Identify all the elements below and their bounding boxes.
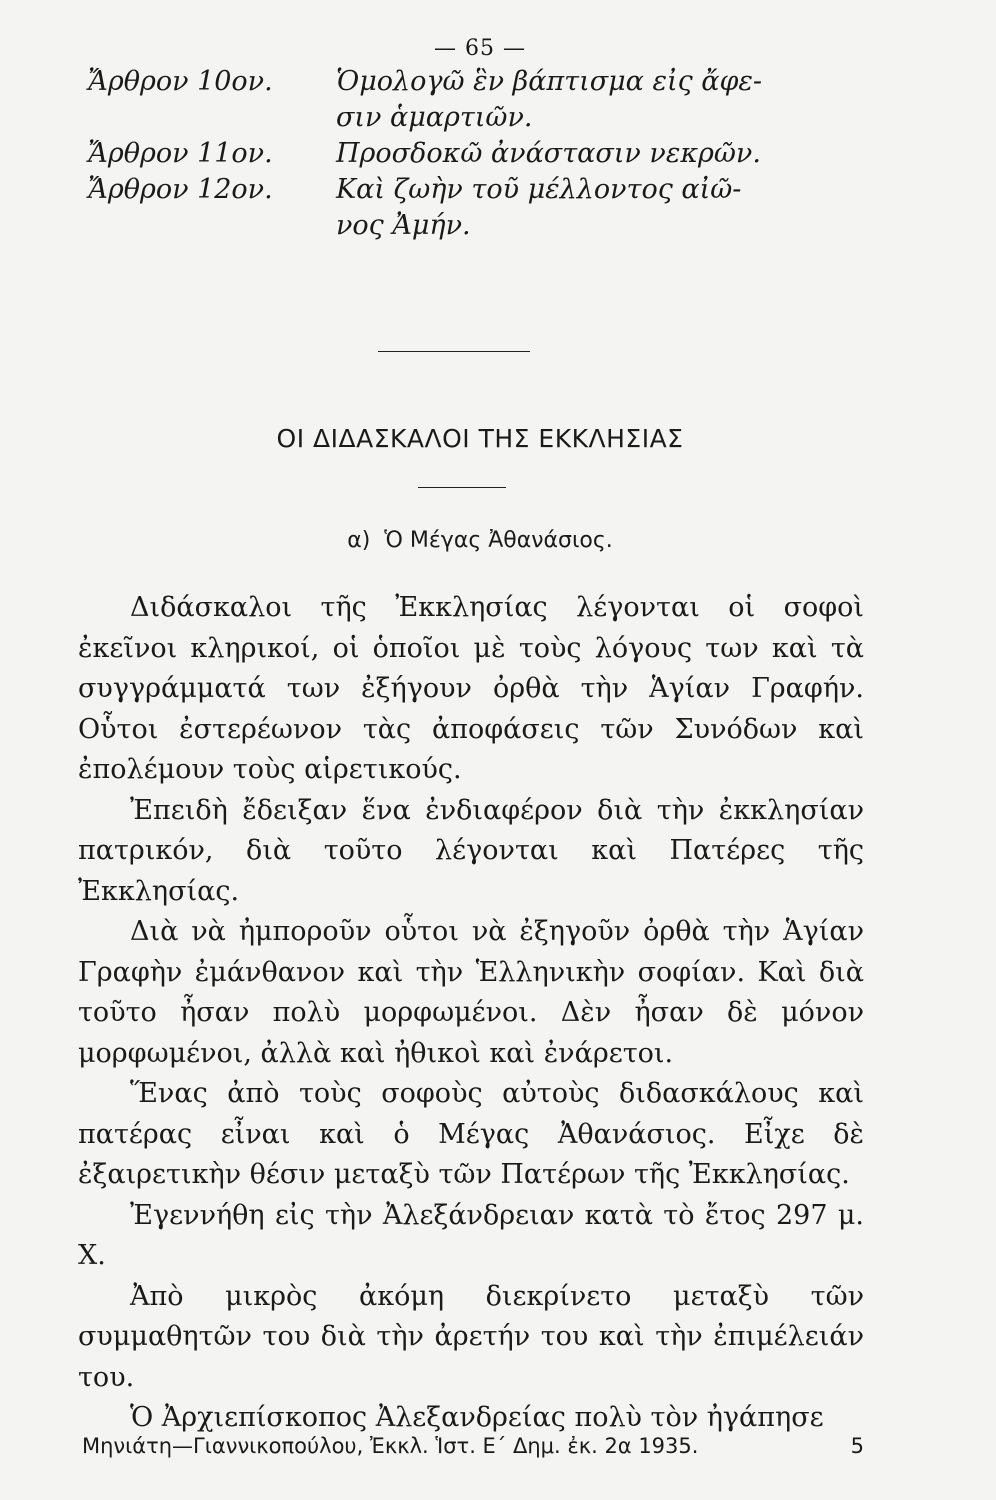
subsection-marker: α)	[347, 528, 371, 553]
section-heading: ΟΙ ΔΙΔΑΣΚΑΛΟΙ ΤΗΣ ΕΚΚΛΗΣΙΑΣ	[276, 424, 684, 453]
paragraph: Ἐγεννήθη εἰς τὴν Ἀλεξάνδρειαν κατὰ τὸ ἔτος 297 μ. Χ.	[78, 1199, 864, 1271]
article-label: Ἄρθρον 12ον.	[88, 174, 273, 205]
article-line: Προσδοκῶ ἀνάστασιν νεκρῶν.	[336, 138, 761, 169]
body-text	[78, 588, 864, 1439]
paragraph: Ἕνας ἀπὸ τοὺς σοφοὺς αὐτοὺς διδασκάλους καὶ πατέρας εἶναι καὶ ὁ Μέγας Ἀθανάσιος. Εἶχε δὲ ἐξαιρετικὴν θέσιν μεταξὺ τῶν Πατέρων τῆς Ἐκκλησίας.	[78, 1078, 864, 1190]
paragraph: Ἀπὸ μικρὸς ἀκόμη διεκρίνετο μεταξὺ τῶν συμμαθητῶν του διὰ τὴν ἀρετήν του καὶ τὴν ἐπιμέλειάν του.	[78, 1280, 864, 1393]
article-text	[336, 136, 878, 172]
subsection-heading	[0, 528, 960, 553]
article-line: νος Ἀμήν.	[336, 210, 471, 241]
article-label: Ἄρθρον 10ον.	[88, 66, 273, 97]
footer-sheet-number: 5	[850, 1434, 864, 1458]
paragraph: Διδάσκαλοι τῆς Ἐκκλησίας λέγονται οἱ σοφοὶ ἐκεῖνοι κληρικοί, οἱ ὁποῖοι μὲ τοὺς λόγους των καὶ τὰ συγγράμματά των ἐξήγουν ὀρθὰ τὴν Ἁγίαν Γραφήν. Οὗτοι ἐστερέωνον τὰς ἀποφάσεις τῶν Συνόδων καὶ ἐπολέμουν τοὺς αἱρετικούς.	[78, 592, 864, 785]
article-text	[336, 172, 878, 244]
divider-rule	[418, 487, 506, 488]
article-label: Ἄρθρον 11ον.	[88, 138, 273, 169]
article-10	[88, 64, 878, 136]
article-11	[88, 136, 878, 172]
creed-articles	[88, 64, 878, 244]
article-line: Ὁμολογῶ ἓν βάπτισμα εἰς ἄφε-	[336, 66, 763, 97]
article-12	[88, 172, 878, 244]
divider-rule	[378, 351, 530, 352]
footer-source: Μηνιάτη—Γιαννικοπούλου, Ἐκκλ. Ἱστ. Ε΄ Δημ. ἐκ. 2α 1935.	[82, 1434, 699, 1458]
article-line: Καὶ ζωὴν τοῦ μέλλοντος αἰῶ-	[336, 174, 742, 205]
article-text	[336, 64, 878, 136]
paragraph: Ὁ Ἀρχιεπίσκοπος Ἀλεξανδρείας πολὺ τὸν ἠγάπησε	[130, 1402, 824, 1433]
paragraph: Ἐπειδὴ ἔδειξαν ἕνα ἐνδιαφέρον διὰ τὴν ἐκκλησίαν πατρικόν, διὰ τοῦτο λέγονται καὶ Πατέρες τῆς Ἐκκλησίας.	[78, 794, 864, 907]
paragraph: Διὰ νὰ ἠμποροῦν οὗτοι νὰ ἐξηγοῦν ὀρθὰ τὴν Ἁγίαν Γραφὴν ἐμάνθανον καὶ τὴν Ἑλληνικὴν σοφίαν. Καὶ διὰ τοῦτο ἦσαν πολὺ μορφωμένοι. Δὲν ἦσαν δὲ μόνον μορφωμένοι, ἀλλὰ καὶ ἠθικοὶ καὶ ἐνάρετοι.	[78, 916, 864, 1069]
subsection-title: Ὁ Μέγας Ἀθανάσιος.	[384, 528, 613, 553]
article-line: σιν ἁμαρτιῶν.	[336, 102, 533, 133]
page-footer	[82, 1434, 864, 1458]
page-number: — 65 —	[434, 36, 526, 61]
